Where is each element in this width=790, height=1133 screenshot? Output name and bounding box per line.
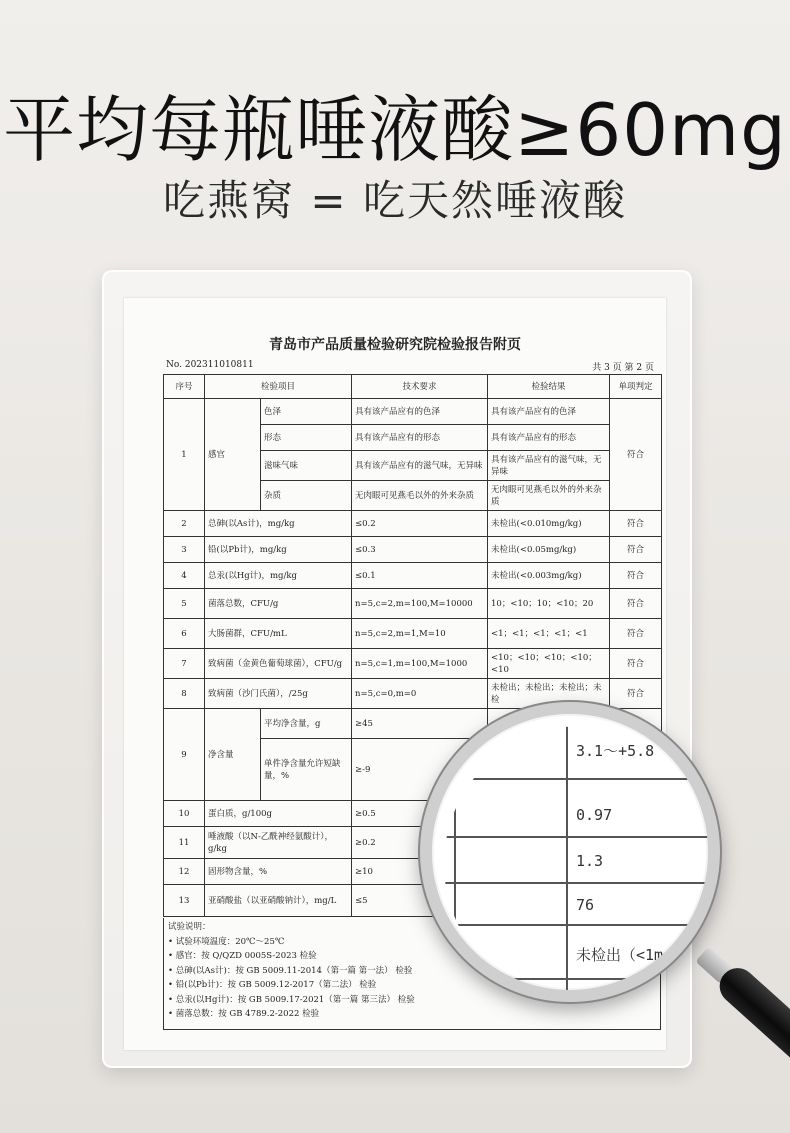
row-number: 2 (164, 511, 205, 537)
magnifier-lens (420, 702, 720, 1002)
verdict-cell: 符合 (610, 619, 662, 649)
header-cell: 序号 (164, 375, 205, 399)
item-cell: 总砷(以As计)，mg/kg (205, 511, 352, 537)
headline: 平均每瓶唾液酸≥60mg (3, 88, 787, 172)
note-line: • 总砷(以As计)：按 GB 5009.11-2014（第一篇 第一法） 检验 (168, 965, 413, 976)
item-cell: 形态 (261, 425, 352, 451)
verdict-cell: 符合 (610, 511, 662, 537)
item-cell: 亚硝酸盐（以亚硝酸钠计），mg/L (205, 885, 352, 917)
table-row (164, 537, 662, 563)
result-cell: 未检出(<0.05mg/kg) (488, 537, 610, 563)
row-number: 3 (164, 537, 205, 563)
requirement-cell: ≤0.3 (352, 537, 488, 563)
lens-gridline (444, 882, 720, 884)
table-row (164, 511, 662, 537)
requirement-cell: n=5,c=2,m=100,M=10000 (352, 589, 488, 619)
row-number: 6 (164, 619, 205, 649)
result-cell: 未检出(<0.010mg/kg) (488, 511, 610, 537)
magnified-value: 76 (576, 896, 595, 914)
requirement-cell: 具有该产品应有的滋气味，无异味 (352, 451, 488, 481)
magnifier-grip (712, 961, 790, 1081)
requirement-cell: n=5,c=1,m=100,M=1000 (352, 649, 488, 679)
lens-gridline (454, 726, 456, 1002)
result-cell: 未检出；未检出；未检出；未检 (488, 679, 610, 709)
subline: 吃燕窝 = 吃天然唾液酸 (163, 176, 627, 225)
requirement-cell: ≥10 (352, 859, 488, 885)
requirement-cell: ≥-9 (352, 739, 488, 801)
item-cell: 平均净含量，g (261, 709, 352, 739)
row-number: 7 (164, 649, 205, 679)
report-title: 青岛市产品质量检验研究院检验报告附页 (269, 337, 521, 353)
row-number: 8 (164, 679, 205, 709)
lens-gridline (444, 978, 720, 980)
header-cell: 单项判定 (610, 375, 662, 399)
requirement-cell: n=5,c=2,m=1,M=10 (352, 619, 488, 649)
table-row (164, 649, 662, 679)
table-row (164, 399, 662, 425)
row-number: 10 (164, 801, 205, 827)
requirement-cell: ≤0.1 (352, 563, 488, 589)
report-page-count: 共 3 页 第 2 页 (592, 363, 654, 373)
result-cell: 无肉眼可见燕毛以外的外来杂质 (488, 481, 610, 511)
header-cell: 技术要求 (352, 375, 488, 399)
row-number: 11 (164, 827, 205, 859)
item-cell: 滋味气味 (261, 451, 352, 481)
row-number: 4 (164, 563, 205, 589)
item-cell: 蛋白质，g/100g (205, 801, 352, 827)
requirement-cell: n=5,c=0,m=0 (352, 679, 488, 709)
requirement-cell: ≤0.2 (352, 511, 488, 537)
item-cell: 致病菌（沙门氏菌），/25g (205, 679, 352, 709)
header-cell: 检验结果 (488, 375, 610, 399)
result-cell: <1；<1；<1；<1；<1 (488, 619, 610, 649)
lens-gridline (444, 778, 720, 780)
row-number: 5 (164, 589, 205, 619)
item-group: 感官 (205, 399, 261, 511)
requirement-cell: 无肉眼可见燕毛以外的外来杂质 (352, 481, 488, 511)
table-header-row (164, 375, 662, 399)
note-line: • 试验环境温度：20℃～25℃ (168, 936, 285, 947)
result-cell: 具有该产品应有的色泽 (488, 399, 610, 425)
table-row (164, 589, 662, 619)
lens-gridline (566, 726, 568, 1002)
note-line: • 铅(以Pb计)：按 GB 5009.12-2017（第二法） 检验 (168, 980, 377, 990)
item-cell: 色泽 (261, 399, 352, 425)
magnified-value: 未检出（<1mg/kg (576, 946, 700, 964)
magnifier-icon (420, 702, 720, 1002)
result-cell: 10；<10；10；<10；20 (488, 589, 610, 619)
note-line: • 菌落总数：按 GB 4789.2-2022 检验 (168, 1009, 320, 1019)
magnified-value: 3.1～+5.8 (576, 742, 655, 760)
item-cell: 单件净含量允许短缺量，% (261, 739, 352, 801)
row-number: 12 (164, 859, 205, 885)
note-line: • 总汞(以Hg计)：按 GB 5009.17-2021（第一篇 第三法） 检验 (168, 994, 415, 1005)
requirement-cell: ≤5 (352, 885, 488, 917)
item-cell: 致病菌（金黄色葡萄球菌），CFU/g (205, 649, 352, 679)
item-group: 净含量 (205, 709, 261, 801)
requirement-cell: ≥0.5 (352, 801, 488, 827)
verdict-cell: 符合 (610, 537, 662, 563)
item-cell: 固形物含量，% (205, 859, 352, 885)
item-cell: 菌落总数，CFU/g (205, 589, 352, 619)
report-number: No. 202311010811 (166, 360, 254, 370)
table-row (164, 619, 662, 649)
row-number: 1 (164, 399, 205, 511)
requirement-cell: ≥0.2 (352, 827, 488, 859)
item-cell: 杂质 (261, 481, 352, 511)
result-cell: 未检出(<0.003mg/kg) (488, 563, 610, 589)
notes-title: 试验说明： (168, 922, 211, 932)
header-cell: 检验项目 (205, 375, 352, 399)
result-cell: <10；<10；<10；<10；<10 (488, 649, 610, 679)
item-cell: 铅(以Pb计)，mg/kg (205, 537, 352, 563)
verdict-cell: 符合 (610, 563, 662, 589)
magnified-area (444, 726, 720, 1002)
result-cell: 具有该产品应有的形态 (488, 425, 610, 451)
magnified-value: 0.97 (576, 806, 613, 824)
verdict-cell: 符合 (610, 399, 662, 511)
item-cell: 唾液酸（以N-乙酰神经氨酸计），g/kg (205, 827, 352, 859)
verdict-cell: 符合 (610, 649, 662, 679)
item-cell: 总汞(以Hg计)，mg/kg (205, 563, 352, 589)
verdict-cell: 符合 (610, 679, 662, 709)
row-number: 13 (164, 885, 205, 917)
table-row (164, 563, 662, 589)
row-number: 9 (164, 709, 205, 801)
verdict-cell: 符合 (610, 589, 662, 619)
result-cell: 具有该产品应有的滋气味，无异味 (488, 451, 610, 481)
requirement-cell: 具有该产品应有的形态 (352, 425, 488, 451)
requirement-cell: 具有该产品应有的色泽 (352, 399, 488, 425)
lens-gridline (444, 924, 720, 926)
lens-gridline (444, 836, 720, 838)
magnified-value: 1.3 (576, 852, 604, 870)
requirement-cell: ≥45 (352, 709, 488, 739)
item-cell: 大肠菌群，CFU/mL (205, 619, 352, 649)
note-line: • 感官：按 Q/QZD 0005S-2023 检验 (168, 951, 317, 961)
